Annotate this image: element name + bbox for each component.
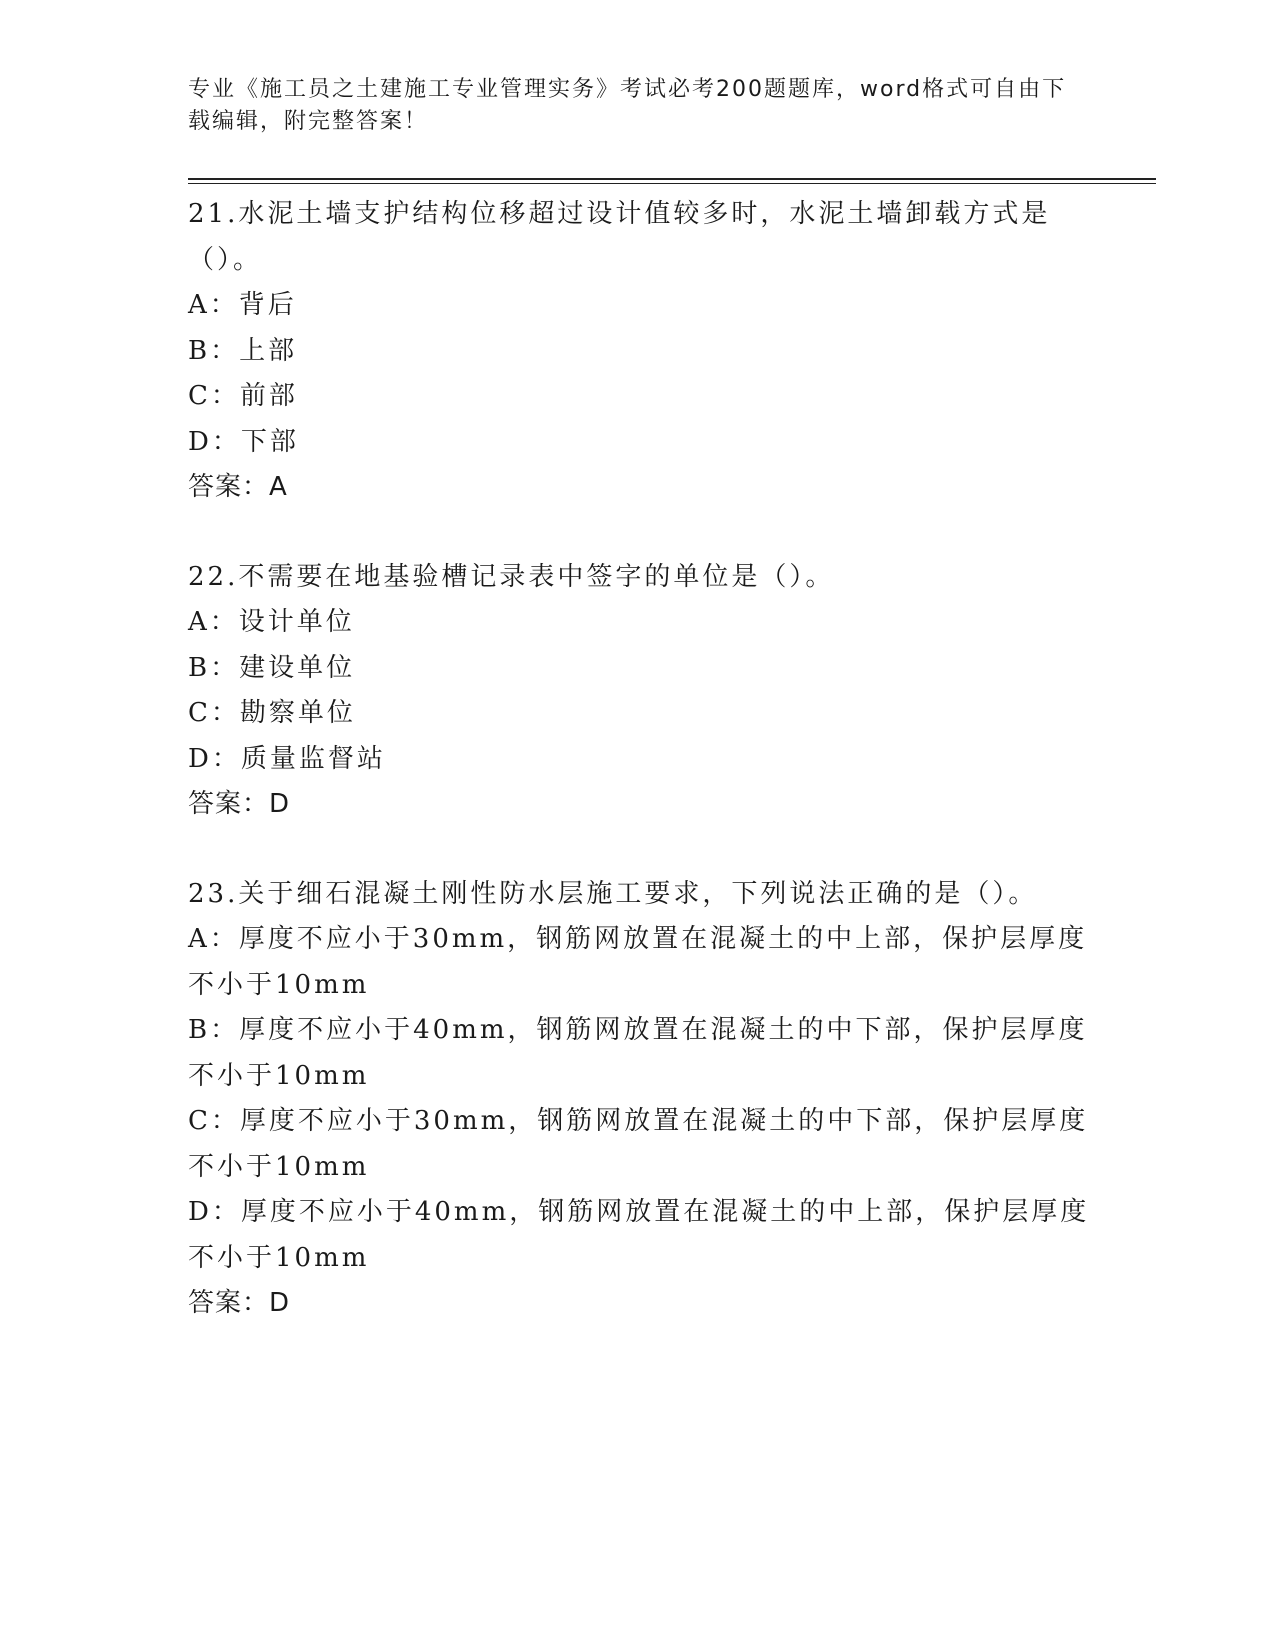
header-rule-thin [188, 183, 1156, 184]
option-b: B：上部 [188, 335, 298, 366]
question-23 [188, 872, 1088, 1327]
question-stem: 21.水泥土墙支护结构位移超过设计值较多时，水泥土墙卸载方式是（）。 [188, 199, 1051, 275]
document-header: 专业《施工员之土建施工专业管理实务》考试必考200题题库，word格式可自由下载编辑，附完整答案！ [188, 77, 1067, 134]
question-21 [188, 192, 1088, 511]
answer-line: 答案：D [188, 1288, 291, 1318]
answer-line: 答案：D [188, 789, 291, 819]
question-stem: 23.关于细石混凝土刚性防水层施工要求，下列说法正确的是（）。 [188, 878, 1038, 909]
question-stem: 22.不需要在地基验槽记录表中签字的单位是（）。 [188, 561, 835, 592]
answer-line: 答案：A [188, 472, 288, 502]
option-a: A：设计单位 [188, 607, 355, 637]
option-b: B：建设单位 [188, 652, 356, 683]
option-d: D：质量监督站 [188, 743, 386, 774]
option-c: C：前部 [188, 381, 298, 411]
question-list [188, 192, 1088, 1371]
question-22 [188, 555, 1088, 828]
option-c: C：勘察单位 [188, 698, 356, 728]
option-d: D：厚度不应小于40mm，钢筋网放置在混凝土的中上部，保护层厚度不小于10mm [188, 1197, 1090, 1273]
option-b: B：厚度不应小于40mm，钢筋网放置在混凝土的中下部，保护层厚度不小于10mm [188, 1015, 1088, 1091]
option-c: C：厚度不应小于30mm，钢筋网放置在混凝土的中下部，保护层厚度不小于10mm [188, 1106, 1089, 1182]
option-a: A：背后 [188, 290, 297, 320]
option-d: D：下部 [188, 426, 299, 457]
header-rule-thick [188, 178, 1156, 180]
option-a: A：厚度不应小于30mm，钢筋网放置在混凝土的中上部，保护层厚度不小于10mm [188, 924, 1088, 1000]
